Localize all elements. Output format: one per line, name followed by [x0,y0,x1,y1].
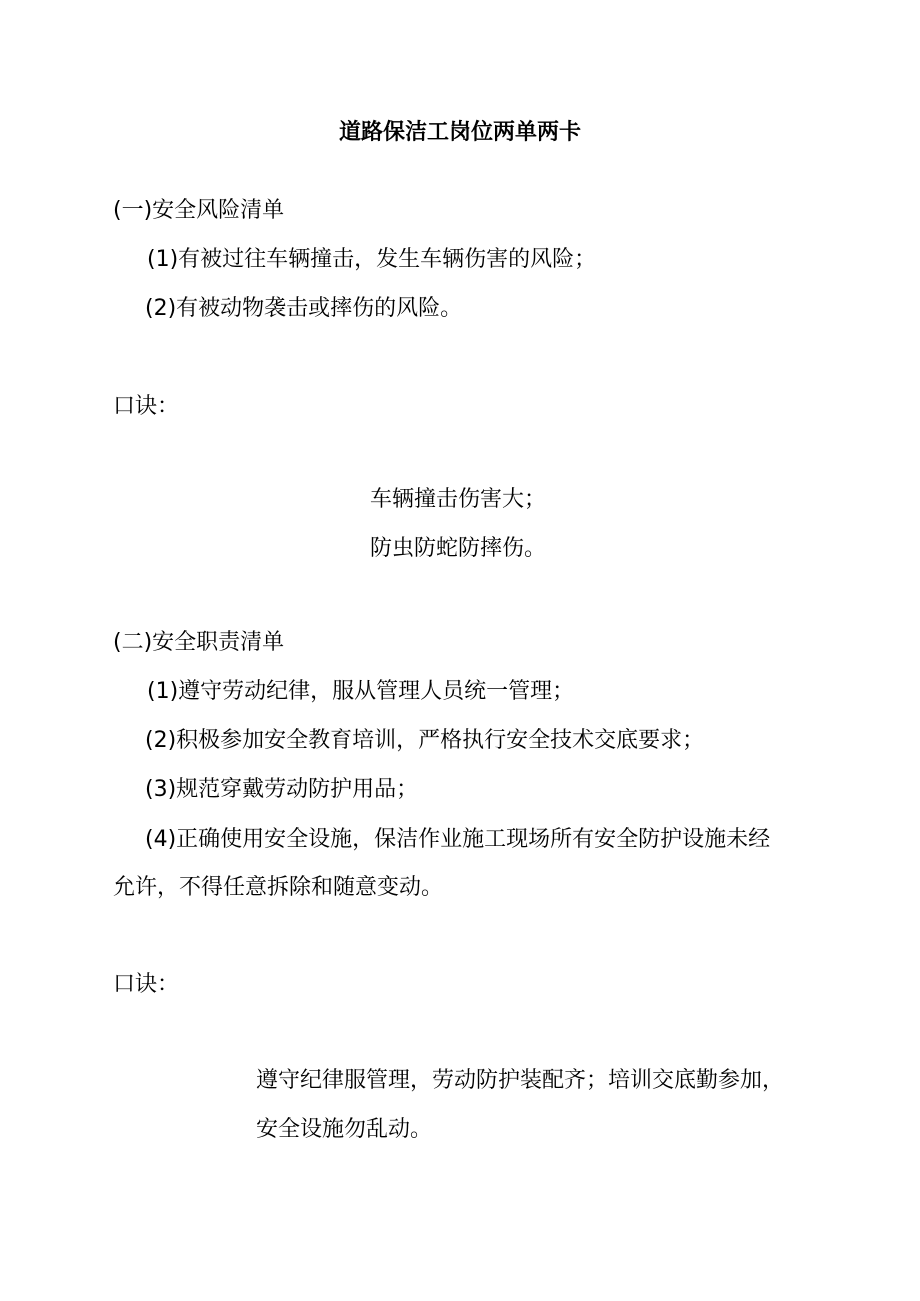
list-item: (1)有被过往车辆撞击，发生车辆伤害的风险； [147,247,597,272]
section-heading: (一)安全风险清单 [113,198,285,223]
list-item: (1)遵守劳动纪律，服从管理人员统一管理； [147,679,575,704]
mnemonic-line: 遵守纪律服管理，劳动防护装配齐；培训交底勤参加， [256,1068,785,1093]
mnemonic-line: 车辆撞击伤害大； [370,487,547,512]
page-title: 道路保洁工岗位两单两卡 [338,120,581,145]
list-item-continuation: 允许，不得任意拆除和随意变动。 [113,875,444,900]
section-heading: (二)安全职责清单 [113,630,285,655]
list-item: (4)正确使用安全设施，保洁作业施工现场所有安全防护设施未经 [145,827,771,852]
mnemonic-label: 口诀： [113,972,180,997]
list-item: (2)积极参加安全教育培训，严格执行安全技术交底要求； [145,728,705,753]
list-item: (3)规范穿戴劳动防护用品； [145,777,419,802]
mnemonic-line: 防虫防蛇防摔伤。 [370,536,547,561]
mnemonic-line: 安全设施勿乱动。 [256,1117,433,1142]
mnemonic-label: 口诀： [113,394,180,419]
list-item: (2)有被动物袭击或摔伤的风险。 [145,296,463,321]
